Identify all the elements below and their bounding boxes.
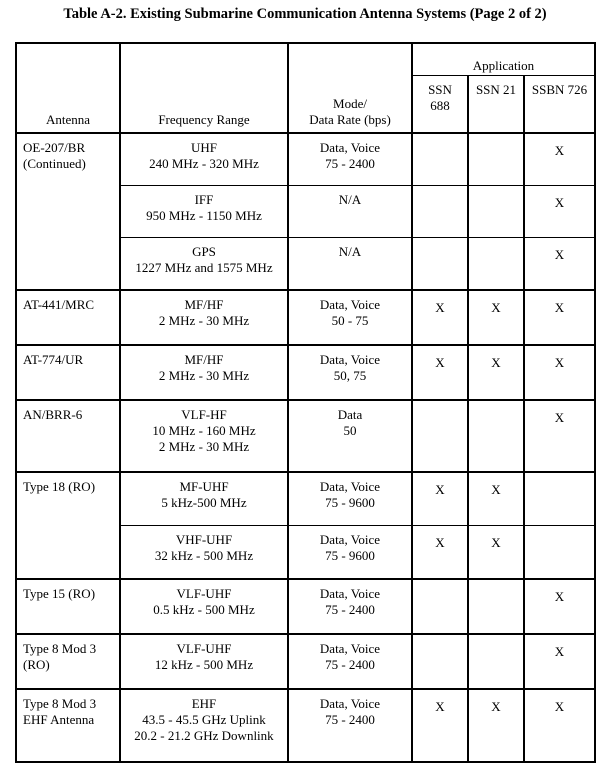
frequency-range-cell: MF/HF 2 MHz - 30 MHz	[120, 345, 288, 400]
ssn-21-mark: X	[468, 689, 524, 762]
header-antenna: Antenna	[16, 43, 120, 133]
ssn-21-mark	[468, 238, 524, 291]
table-row	[16, 345, 595, 400]
ssbn-726-mark: X	[524, 186, 595, 238]
mode-data-rate-cell: Data, Voice 75 - 2400	[288, 579, 412, 634]
frequency-range-cell: EHF 43.5 - 45.5 GHz Uplink 20.2 - 21.2 GHz Downlink	[120, 689, 288, 762]
mode-data-rate-cell: Data, Voice 75 - 2400	[288, 133, 412, 186]
ssn-688-mark: X	[412, 472, 468, 526]
table-row	[16, 290, 595, 345]
antenna-systems-table	[15, 42, 596, 763]
ssn-21-mark	[468, 186, 524, 238]
header-application: Application	[412, 43, 595, 76]
ssbn-726-mark: X	[524, 400, 595, 472]
mode-data-rate-cell: N/A	[288, 186, 412, 238]
ssn-21-mark	[468, 400, 524, 472]
table-title: Table A-2. Existing Submarine Communication Antenna Systems (Page 2 of 2)	[63, 6, 547, 22]
frequency-range-cell: MF-UHF 5 kHz-500 MHz	[120, 472, 288, 526]
ssn-688-mark	[412, 186, 468, 238]
mode-data-rate-cell: Data 50	[288, 400, 412, 472]
ssn-688-mark	[412, 238, 468, 291]
header-frequency-range: Frequency Range	[120, 43, 288, 133]
ssn-688-mark: X	[412, 290, 468, 345]
antenna-name: AT-441/MRC	[16, 290, 120, 345]
ssn-21-mark	[468, 634, 524, 689]
ssn-688-mark: X	[412, 345, 468, 400]
antenna-name: OE-207/BR (Continued)	[16, 133, 120, 290]
ssn-21-mark: X	[468, 472, 524, 526]
ssbn-726-mark: X	[524, 133, 595, 186]
table-row	[16, 579, 595, 634]
mode-data-rate-cell: Data, Voice 50 - 75	[288, 290, 412, 345]
ssn-21-mark	[468, 579, 524, 634]
antenna-name: Type 8 Mod 3 (RO)	[16, 634, 120, 689]
ssbn-726-mark: X	[524, 689, 595, 762]
frequency-range-cell: GPS 1227 MHz and 1575 MHz	[120, 238, 288, 291]
header-ssn-688: SSN 688	[412, 76, 468, 134]
table-row	[16, 634, 595, 689]
ssn-688-mark: X	[412, 526, 468, 580]
mode-data-rate-cell: Data, Voice 75 - 2400	[288, 634, 412, 689]
header-ssbn-726: SSBN 726	[524, 76, 595, 134]
ssn-21-mark: X	[468, 345, 524, 400]
ssbn-726-mark: X	[524, 579, 595, 634]
mode-data-rate-cell: N/A	[288, 238, 412, 291]
antenna-name: Type 18 (RO)	[16, 472, 120, 579]
table-row	[16, 689, 595, 762]
frequency-range-cell: VLF-UHF 12 kHz - 500 MHz	[120, 634, 288, 689]
table-row	[16, 472, 595, 526]
ssn-688-mark	[412, 579, 468, 634]
ssbn-726-mark: X	[524, 634, 595, 689]
table-body	[16, 133, 595, 762]
frequency-range-cell: VLF-HF 10 MHz - 160 MHz 2 MHz - 30 MHz	[120, 400, 288, 472]
table-row	[16, 400, 595, 472]
ssbn-726-mark: X	[524, 238, 595, 291]
ssn-21-mark	[468, 133, 524, 186]
frequency-range-cell: UHF 240 MHz - 320 MHz	[120, 133, 288, 186]
frequency-range-cell: MF/HF 2 MHz - 30 MHz	[120, 290, 288, 345]
ssn-688-mark: X	[412, 689, 468, 762]
ssn-21-mark: X	[468, 290, 524, 345]
header-mode-data-rate: Mode/ Data Rate (bps)	[288, 43, 412, 133]
mode-data-rate-cell: Data, Voice 50, 75	[288, 345, 412, 400]
ssn-21-mark: X	[468, 526, 524, 580]
antenna-name: Type 8 Mod 3 EHF Antenna	[16, 689, 120, 762]
ssn-688-mark	[412, 634, 468, 689]
frequency-range-cell: IFF 950 MHz - 1150 MHz	[120, 186, 288, 238]
ssn-688-mark	[412, 133, 468, 186]
antenna-name: AN/BRR-6	[16, 400, 120, 472]
mode-data-rate-cell: Data, Voice 75 - 9600	[288, 526, 412, 580]
antenna-name: AT-774/UR	[16, 345, 120, 400]
ssbn-726-mark	[524, 472, 595, 526]
table-row	[16, 133, 595, 186]
ssn-688-mark	[412, 400, 468, 472]
mode-data-rate-cell: Data, Voice 75 - 2400	[288, 689, 412, 762]
ssbn-726-mark: X	[524, 345, 595, 400]
mode-data-rate-cell: Data, Voice 75 - 9600	[288, 472, 412, 526]
frequency-range-cell: VLF-UHF 0.5 kHz - 500 MHz	[120, 579, 288, 634]
frequency-range-cell: VHF-UHF 32 kHz - 500 MHz	[120, 526, 288, 580]
ssbn-726-mark	[524, 526, 595, 580]
ssbn-726-mark: X	[524, 290, 595, 345]
antenna-name: Type 15 (RO)	[16, 579, 120, 634]
header-ssn-21: SSN 21	[468, 76, 524, 134]
